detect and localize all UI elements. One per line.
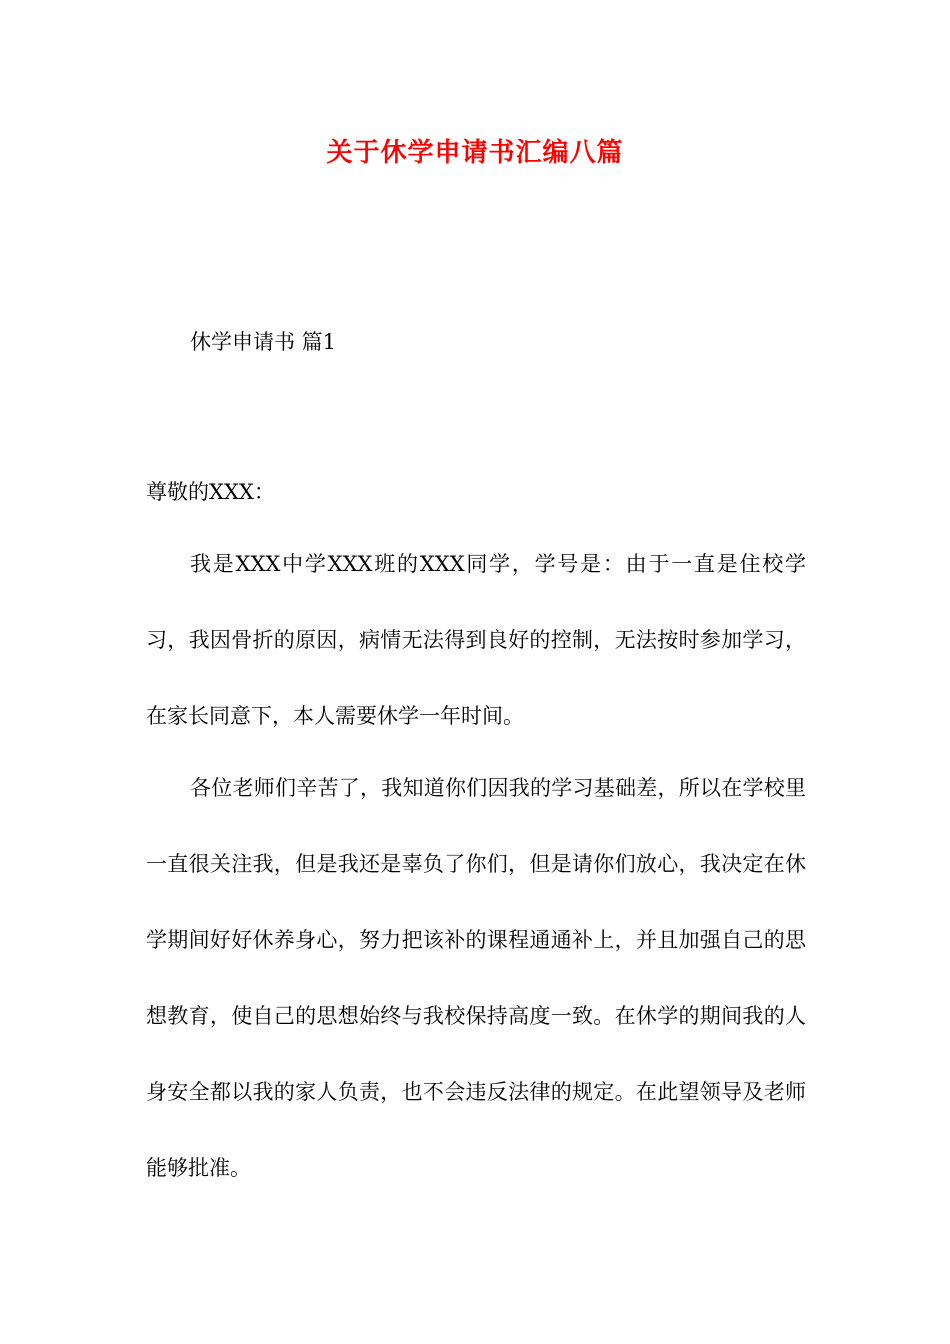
document-title: 关于休学申请书汇编八篇 [326, 138, 624, 168]
body-paragraph-2: 各位老师们辛苦了，我知道你们因我的学习基础差，所以在学校里一直很关注我，但是我还是辜负了你们，但是请你们放心，我决定在休学期间好好休养身心，努力把该补的课程通通补上，并且加强自己的思想教育，使自己的思想始终与我校保持高度一致。在休学的期间我的人身安全都以我的家人负责，也不会违反法律的规定。在此望领导及老师能够批准。 [146, 776, 806, 1180]
section-heading: 休学申请书 篇1 [190, 330, 337, 354]
body-paragraph-1: 我是XXX中学XXX班的XXX同学，学号是：由于一直是住校学习，我因骨折的原因，病情无法得到良好的控制，无法按时参加学习，在家长同意下，本人需要休学一年时间。 [146, 552, 806, 728]
salutation: 尊敬的XXX： [146, 480, 275, 504]
